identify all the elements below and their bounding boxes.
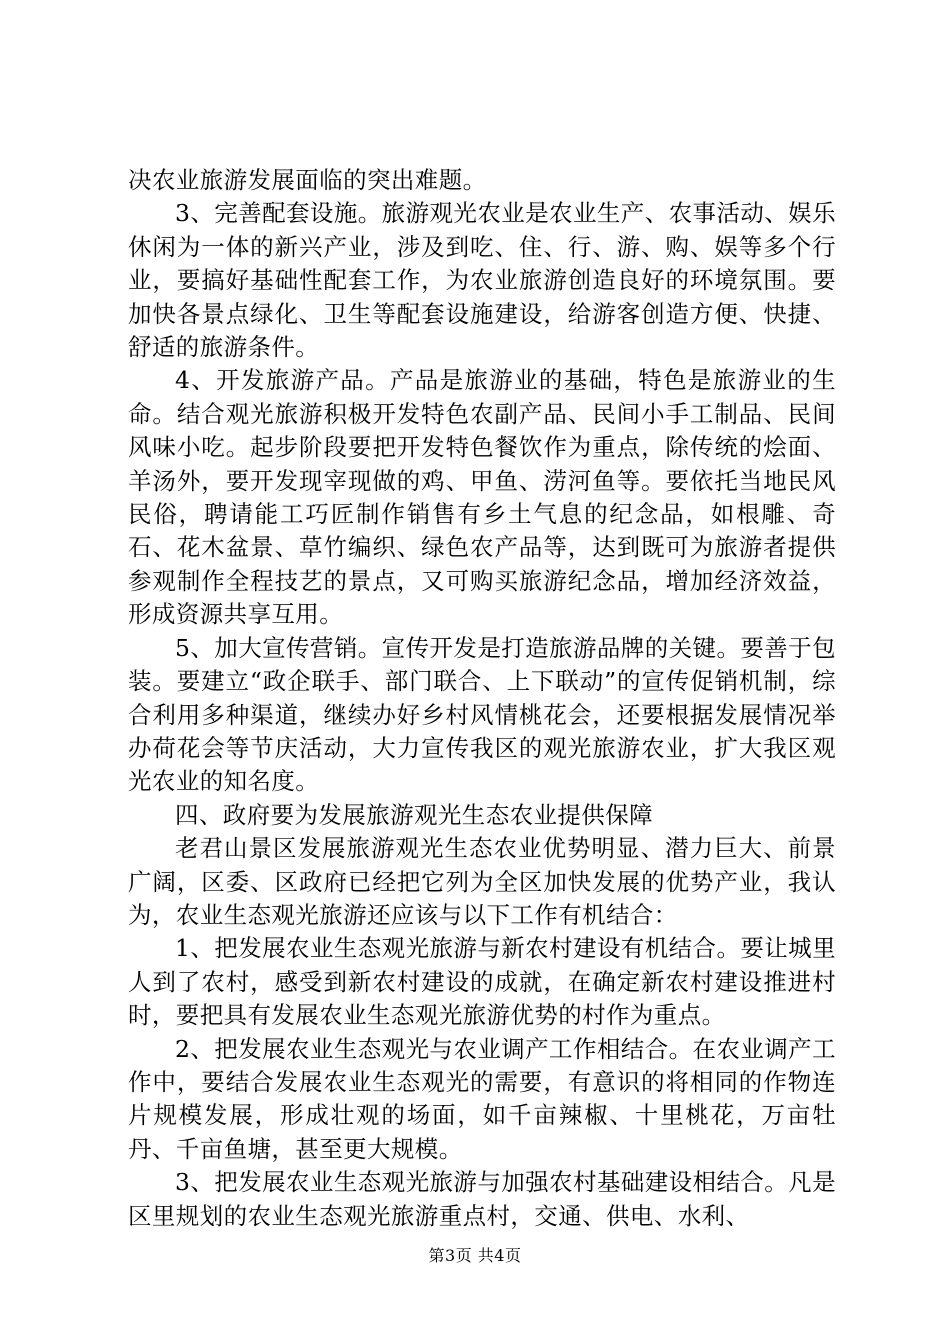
paragraph-laojunshan-overview: 老君山景区发展旅游观光生态农业优势明显、潜力巨大、前景广阔，区委、区政府已经把它列为全区加快发展的优势产业，我认为，农业生态观光旅游还应该与以下工作有机结合： [128,834,836,929]
paragraph-complete-facilities: 3、完善配套设施。旅游观光农业是农业生产、农事活动、娱乐休闲为一体的新兴产业，涉及到吃、住、行、游、购、娱等多个行业，要搞好基础性配套工作，为农业旅游创造良好的环境氛围。要加快各景点绿化、卫生等配套设施建设，给游客创造方便、快捷、舒适的旅游条件。 [128,199,836,362]
paragraph-develop-products: 4、开发旅游产品。产品是旅游业的基础，特色是旅游业的生命。结合观光旅游积极开发特色农副产品、民间小手工制品、民间风味小吃。起步阶段要把开发特色餐饮作为重点，除传统的烩面、羊汤外，要开发现宰现做的鸡、甲鱼、涝河鱼等。要依托当地民风民俗，聘请能工巧匠制作销售有乡土气息的纪念品，如根雕、奇石、花木盆景、草竹编织、绿色农产品等，达到既可为旅游者提供参观制作全程技艺的景点，又可购买旅游纪念品，增加经济效益，形成资源共享互用。 [128,366,836,629]
section-heading-government-guarantee: 四、政府要为发展旅游观光生态农业提供保障 [175,800,653,829]
paragraph-agricultural-adjustment: 2、把发展农业生态观光与农业调产工作相结合。在农业调产工作中，要结合发展农业生态观光的需要，有意识的将相同的作物连片规模发展，形成壮观的场面，如千亩辣椒、十里桃花，万亩牡丹、千亩鱼塘，甚至更大规模。 [128,1034,836,1163]
paragraph-new-countryside: 1、把发展农业生态观光旅游与新农村建设有机结合。要让城里人到了农村，感受到新农村建设的成就，在确定新农村建设推进村时，要把具有发展农业生态观光旅游优势的村作为重点。 [128,934,836,1030]
page-number-footer: 第3页 共4页 [428,1246,522,1265]
paragraph-continuation: 决农业旅游发展面临的突出难题。 [128,166,487,194]
paragraph-promotion-marketing: 5、加大宣传营销。宣传开发是打造旅游品牌的关键。要善于包装。要建立“政企联手、部门联合、上下联动”的宣传促销机制，综合利用多种渠道，继续办好乡村风情桃花会，还要根据发展情况举办荷花会等节庆活动，大力宣传我区的观光旅游农业，扩大我区观光农业的知名度。 [128,633,836,796]
document-body [128,164,836,1233]
paragraph-rural-infrastructure: 3、把发展农业生态观光旅游与加强农村基础建设相结合。凡是区里规划的农业生态观光旅游重点村，交通、供电、水利、 [128,1168,836,1230]
